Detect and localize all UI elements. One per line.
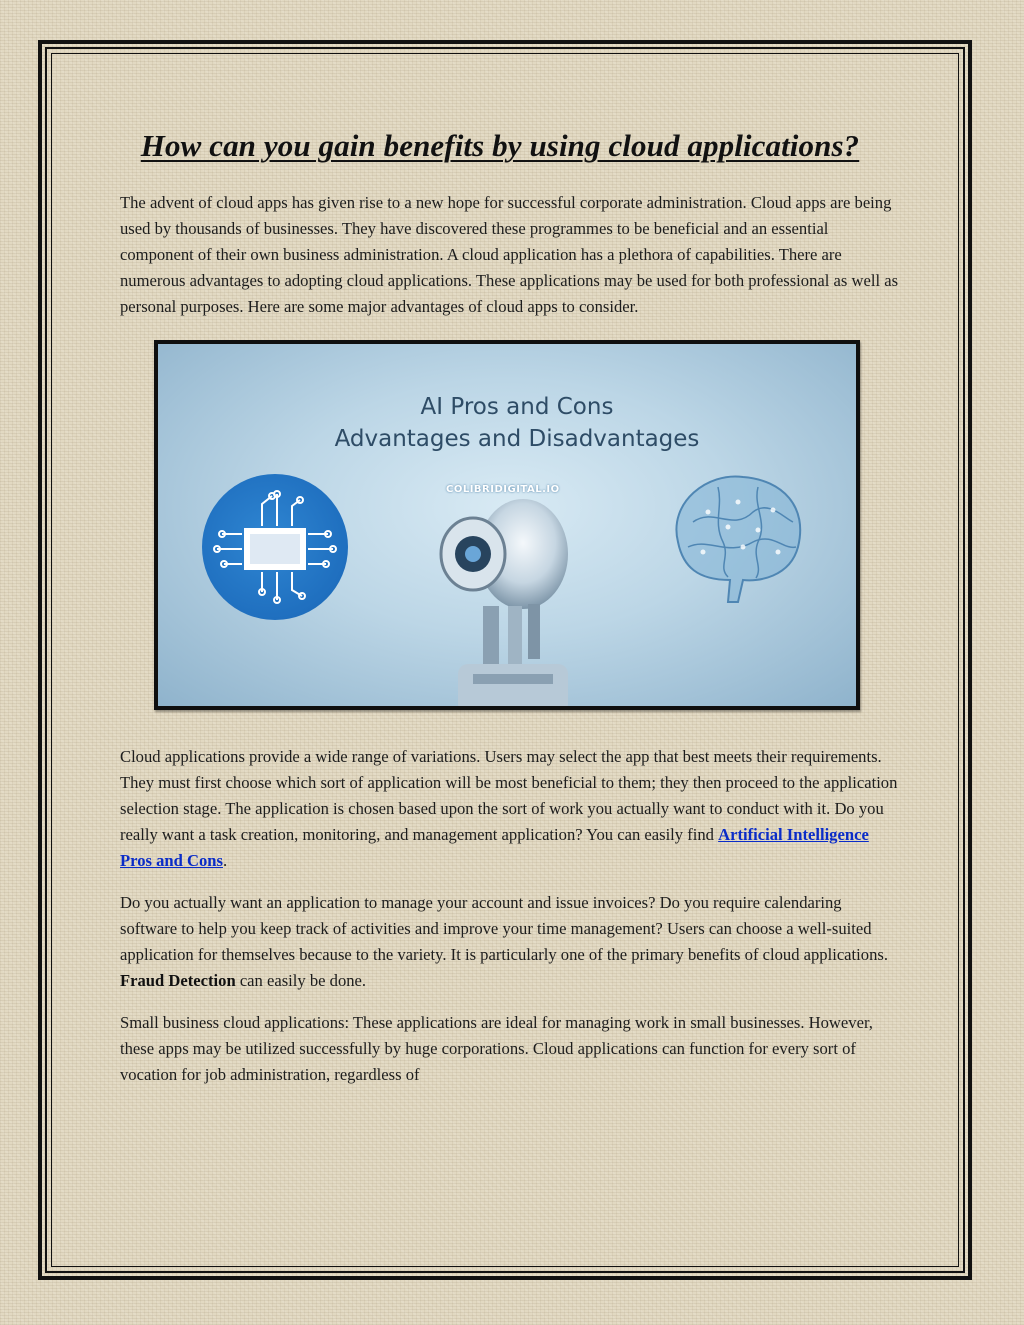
circuit-chip-icon — [202, 474, 348, 620]
paragraph-variations-end: . — [222, 851, 228, 870]
paragraph-invoices — [120, 890, 900, 994]
paragraph-variations — [120, 744, 900, 874]
figure-brand-label: COLIBRIDIGITAL.IO — [446, 484, 560, 495]
page-title: How can you gain benefits by using cloud applications? — [140, 128, 860, 163]
document-body — [120, 128, 900, 1104]
fraud-detection-bold: Fraud Detection — [120, 971, 236, 990]
robot-head-icon — [428, 494, 588, 710]
figure-title-line2: Advantages and Disadvantages — [334, 426, 700, 452]
paragraph-invoices-text: Do you actually want an application to manage your account and issue invoices? Do you require calendaring software to help you keep track of activities and improve your time management? Users can choose a well-suited application for themselves because to the variety. It is particularly one of the primary benefits of cloud applications. — [120, 893, 888, 964]
paragraph-invoices-end: can easily be done. — [235, 971, 367, 990]
figure-title-line1: AI Pros and Cons — [420, 394, 614, 420]
ai-pros-cons-image — [154, 340, 860, 710]
paragraph-variations-text: Cloud applications provide a wide range of variations. Users may select the app that best meets their requirements. They must first choose which sort of application will be most beneficial to them; they then proceed to the application selection stage. The application is chosen based upon the sort of work you actually want to conduct with it. Do you really want a task creation, monitoring, and management application? You can easily find — [120, 747, 898, 844]
intro-paragraph: The advent of cloud apps has given rise to a new hope for successful corporate administration. Cloud apps are being used by thousands of businesses. They have discovered these programmes to be beneficial and an essential component of their own business administration. A cloud application has a plethora of capabilities. There are numerous advantages to adopting cloud applications. These applications may be used for both professional as well as personal purposes. Here are some major advantages of cloud apps to consider. — [120, 193, 899, 316]
ai-pros-cons-link[interactable]: Artificial Intelligence Pros and Cons — [120, 825, 869, 870]
paragraph-small-business: Small business cloud applications: These applications are ideal for managing work in small businesses. However, these apps may be utilized successfully by huge corporations. Cloud applications can function for every sort of vocation for job administration, regardless of — [120, 1013, 873, 1084]
brain-icon — [658, 462, 818, 612]
